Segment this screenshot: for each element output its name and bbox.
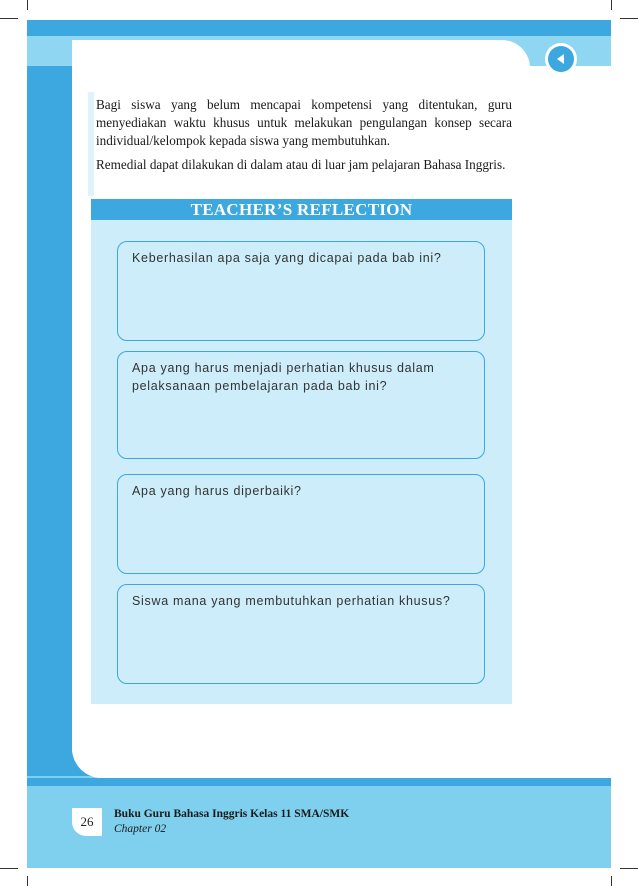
book-title: Buku Guru Bahasa Inggris Kelas 11 SMA/SMK — [114, 808, 350, 820]
question-text: Keberhasilan apa saja yang dicapai pada bab ini? — [132, 251, 442, 265]
question-text: Apa yang harus menjadi perhatian khusus dalam pelaksanaan pembelajaran pada bab ini? — [132, 361, 435, 393]
reflection-question-box[interactable] — [117, 584, 485, 684]
reflection-question-box[interactable] — [117, 241, 485, 341]
reflection-question-box[interactable] — [117, 351, 485, 459]
reflection-question-box[interactable] — [117, 474, 485, 574]
crop-mark — [620, 18, 638, 19]
crop-mark — [0, 18, 18, 19]
teacher-reflection-section — [91, 199, 512, 704]
crop-mark — [27, 0, 28, 10]
crop-mark — [620, 868, 638, 869]
back-arrow-icon — [548, 46, 574, 72]
back-button[interactable] — [545, 43, 577, 75]
intro-paragraph-1: Bagi siswa yang belum mencapai kompetensi yang ditentukan, guru menyediakan waktu khusus untuk melakukan pengulangan konsep secara individual/kelompok kepada siswa yang membutuhkan. — [96, 97, 512, 148]
chapter-label: Chapter 02 — [114, 823, 167, 835]
question-text: Siswa mana yang membutuhkan perhatian khusus? — [132, 594, 451, 608]
intro-text — [88, 92, 512, 196]
crop-mark — [611, 876, 612, 886]
page-number: 26 — [72, 808, 102, 836]
question-text: Apa yang harus diperbaiki? — [132, 484, 302, 498]
crop-mark — [0, 868, 18, 869]
crop-mark — [27, 876, 28, 886]
footer-divider — [27, 778, 611, 786]
intro-paragraph-2: Remedial dapat dilakukan di dalam atau di luar jam pelajaran Bahasa Inggris. — [96, 157, 506, 172]
crop-mark — [611, 0, 612, 10]
section-title: TEACHER’S REFLECTION — [91, 199, 512, 220]
